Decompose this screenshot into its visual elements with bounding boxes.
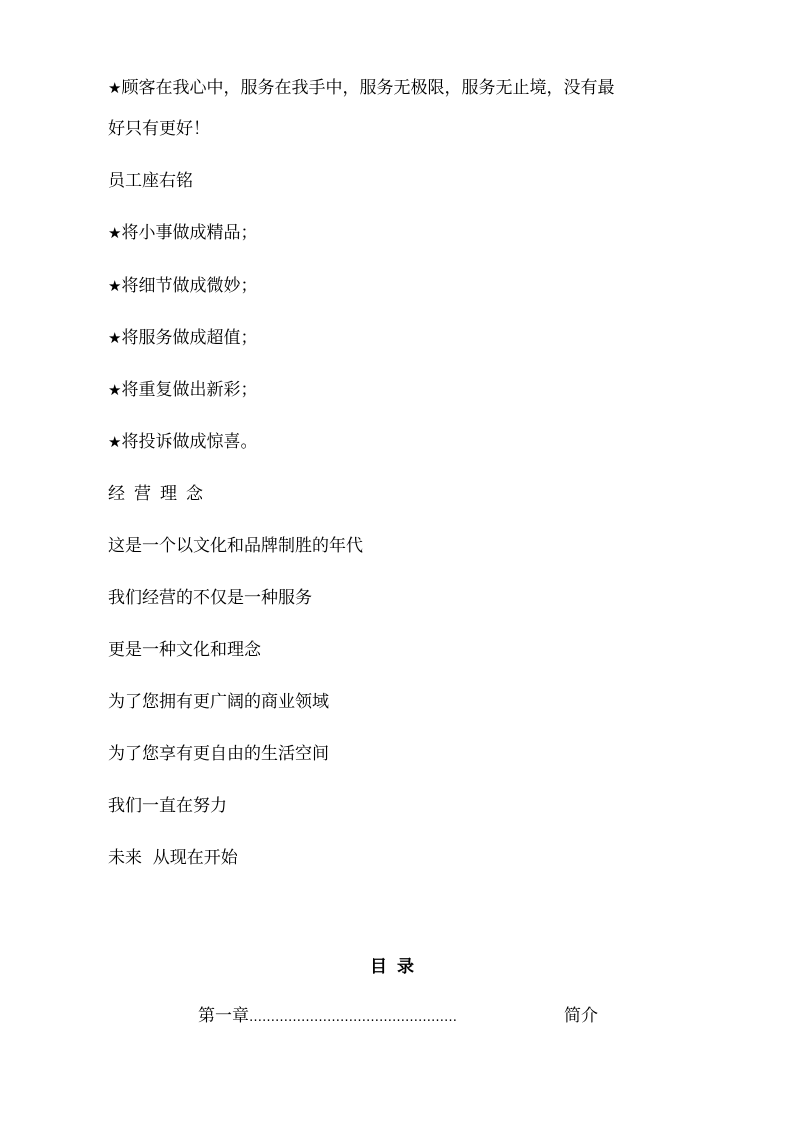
philosophy-line: 未来 从现在开始: [108, 848, 238, 868]
staff-motto-item: [108, 379, 257, 401]
staff-motto-item-text: 将小事做成精品；: [121, 223, 258, 243]
staff-motto-item-text: 将细节做成微妙；: [121, 276, 258, 296]
toc-title: 目录: [370, 957, 424, 977]
staff-motto-item: [108, 222, 257, 244]
staff-motto-item-text: 将服务做成超值；: [121, 328, 258, 348]
motto-line-1: [108, 77, 614, 99]
philosophy-line: 我们经营的不仅是一种服务: [108, 588, 312, 608]
philosophy-line: 我们一直在努力: [108, 796, 227, 816]
toc-entry[interactable]: [198, 1005, 598, 1029]
philosophy-line: 更是一种文化和理念: [108, 640, 261, 660]
toc-chapter-name: 简介: [564, 1006, 598, 1026]
staff-motto-item: [108, 431, 257, 453]
star-bullet-icon: ★: [108, 433, 122, 451]
staff-motto-item-text: 将投诉做成惊喜。: [121, 432, 258, 452]
philosophy-heading: 经营理念: [108, 484, 212, 504]
toc-leader-dots: …………………………………………: [249, 1010, 457, 1025]
staff-motto-item-text: 将重复做出新彩；: [121, 380, 258, 400]
star-bullet-icon: ★: [108, 79, 122, 97]
star-bullet-icon: ★: [108, 329, 122, 347]
staff-motto-item: [108, 275, 257, 297]
staff-motto-heading: 员工座右铭: [108, 171, 193, 191]
toc-chapter-label: 第一章: [198, 1006, 249, 1026]
motto-text-1: 顾客在我心中，服务在我手中，服务无极限，服务无止境，没有最: [121, 78, 615, 98]
star-bullet-icon: ★: [108, 381, 122, 399]
philosophy-line: 为了您享有更自由的生活空间: [108, 744, 329, 764]
philosophy-line: 这是一个以文化和品牌制胜的年代: [108, 536, 363, 556]
motto-line-2: 好只有更好！: [108, 119, 210, 139]
philosophy-line: 为了您拥有更广阔的商业领域: [108, 692, 329, 712]
star-bullet-icon: ★: [108, 277, 122, 295]
staff-motto-item: [108, 327, 257, 349]
star-bullet-icon: ★: [108, 224, 122, 242]
